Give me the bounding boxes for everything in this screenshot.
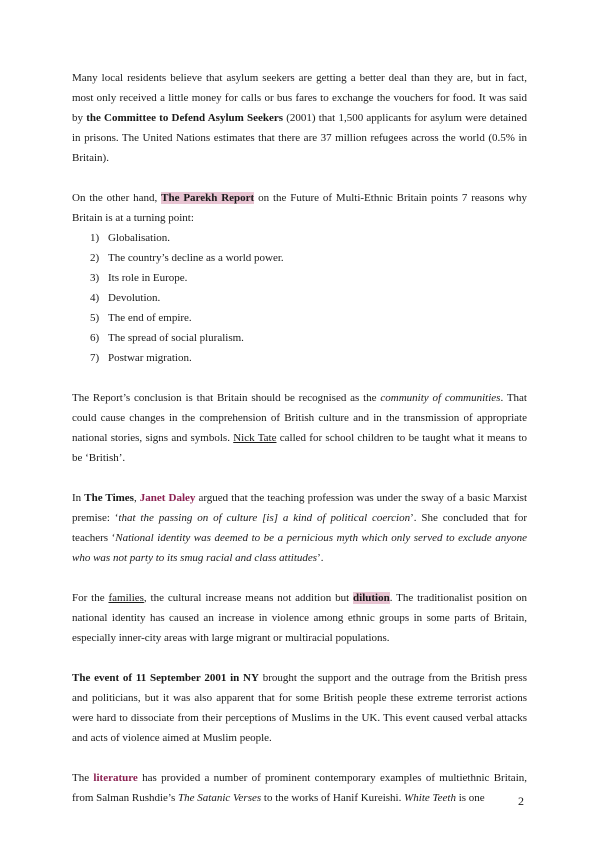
- list-text: The spread of social pluralism.: [108, 332, 244, 344]
- book-title: The Satanic Verses: [178, 792, 262, 804]
- text-run: Many local residents believe that asylum seekers are getting a better deal than they are, but in fact, most only received a little money for calls or bus fares to exchange the vouchers for food. It was said by: [72, 72, 527, 124]
- list-item: [72, 308, 527, 328]
- document-body: [72, 68, 527, 828]
- text-run: . The traditionalist position on national identity has caused an increase in violence among ethnic groups in some parts of Britain, especially inner-city areas with large migrant or multiracial populations.: [72, 592, 527, 644]
- parekh-report-highlight: The Parekh Report: [161, 192, 255, 204]
- list-text: Its role in Europe.: [108, 272, 188, 284]
- book-title: White Teeth: [404, 792, 456, 804]
- list-number: 4): [90, 292, 100, 304]
- list-text: The country’s decline as a world power.: [108, 252, 284, 264]
- paragraph-families: [72, 588, 527, 648]
- paragraph-asylum: [72, 68, 527, 168]
- committee-name: the Committee to Defend Asylum Seekers: [86, 112, 284, 124]
- text-run: (2001) that 1,500 applicants for asylum were detained in prisons. The United Nations estimates that there are 37 million refugees across the world (0.5% in Britain).: [72, 112, 527, 164]
- families-word: families: [108, 592, 144, 604]
- text-run: For the: [72, 592, 109, 604]
- text-run: In: [72, 492, 85, 504]
- list-number: 5): [90, 312, 100, 324]
- event-heading: The event of 11 September 2001 in NY: [72, 672, 259, 684]
- list-text: The end of empire.: [108, 312, 192, 324]
- janet-daley-name: Janet Daley: [139, 492, 196, 504]
- list-text: Devolution.: [108, 292, 161, 304]
- list-number: 6): [90, 332, 100, 344]
- paragraph-report-conclusion: [72, 388, 527, 468]
- list-text: Globalisation.: [108, 232, 171, 244]
- list-number: 1): [90, 232, 100, 244]
- text-run: The: [72, 772, 94, 784]
- text-run: has provided a number of prominent contemporary examples of multiethnic Britain, from Salman Rushdie’s: [72, 772, 527, 804]
- quote-italic: National identity was deemed to be a pernicious myth which only served to exclude anyone who was not party to its smug racial and class attitudes: [72, 532, 527, 564]
- italic-phrase: community of communities: [380, 392, 501, 404]
- list-number: 7): [90, 352, 100, 364]
- text-run: The Report’s conclusion is that Britain should be recognised as the: [72, 392, 381, 404]
- reasons-list: [72, 228, 527, 368]
- list-item: [72, 328, 527, 348]
- text-run: On the other hand,: [72, 192, 162, 204]
- list-item: [72, 228, 527, 248]
- the-times-name: The Times: [84, 492, 134, 504]
- text-run: ’.: [317, 552, 324, 564]
- list-item: [72, 348, 527, 368]
- literature-word: literature: [93, 772, 138, 784]
- paragraph-literature: [72, 768, 527, 808]
- nick-tate-name: Nick Tate: [233, 432, 277, 444]
- text-run: , the cultural increase means not addition but: [143, 592, 354, 604]
- quote-italic: that the passing on of culture [is] a kind of political coercion: [118, 512, 411, 524]
- list-item: [72, 288, 527, 308]
- page-number: 2: [518, 794, 524, 808]
- text-run: on the Future of Multi-Ethnic Britain points 7 reasons why Britain is at a turning point:: [72, 192, 527, 224]
- list-item: [72, 248, 527, 268]
- list-text: Postwar migration.: [108, 352, 192, 364]
- text-run: brought the support and the outrage from the British press and politicians, but it was also apparent that for some British people these extreme terrorist actions were hard to dissociate from their perceptions of Muslims in the UK. This event caused verbal attacks and acts of violence aimed at Muslim people.: [72, 672, 527, 744]
- list-number: 2): [90, 252, 100, 264]
- paragraph-parekh: [72, 188, 527, 228]
- dilution-highlight: dilution: [353, 592, 390, 604]
- text-run: to the works of Hanif Kureishi.: [261, 792, 405, 804]
- text-run: called for school children to be taught what it means to be ‘British’.: [72, 432, 527, 464]
- text-run: ’. She concluded that for teachers ‘: [72, 512, 528, 544]
- text-run: . That could cause changes in the comprehension of British culture and in the transmission of appropriate national stories, signs and symbols.: [72, 392, 527, 444]
- text-run: argued that the teaching profession was under the sway of a basic Marxist premise: ‘: [72, 492, 528, 524]
- text-run: is one: [455, 792, 485, 804]
- list-number: 3): [90, 272, 100, 284]
- text-run: ,: [133, 492, 140, 504]
- list-item: [72, 268, 527, 288]
- paragraph-september-11: [72, 668, 527, 748]
- paragraph-times: [72, 488, 527, 568]
